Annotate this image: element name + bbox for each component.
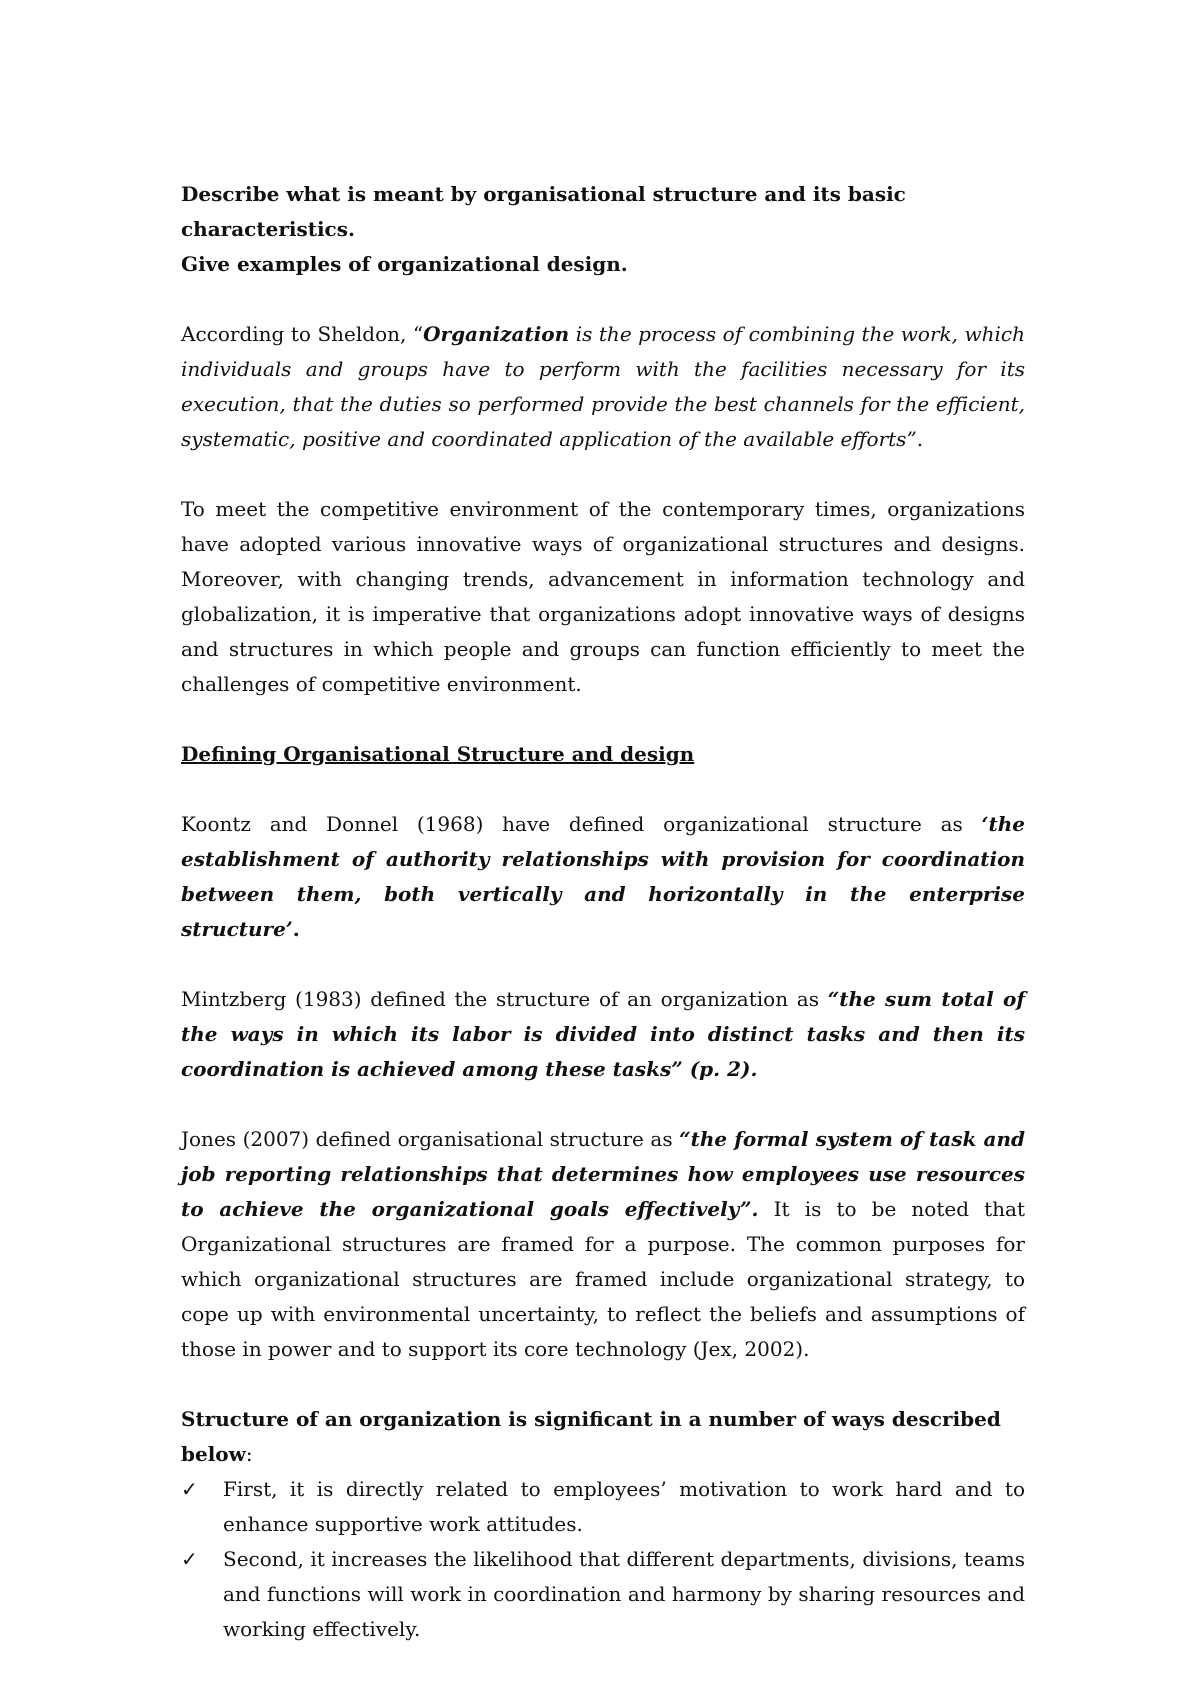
significance-heading-line xyxy=(181,1402,1025,1472)
sheldon-term: Organization xyxy=(423,322,570,346)
koontz-paragraph xyxy=(181,807,1025,947)
mintzberg-intro: Mintzberg (1983) defined the structure of an organization as xyxy=(181,987,828,1011)
list-item xyxy=(181,1472,1025,1542)
significance-heading: Structure of an organization is significant in a number of ways described below xyxy=(181,1407,1001,1466)
sheldon-intro: According to Sheldon, “ xyxy=(181,322,424,346)
checkmark-icon: ✓ xyxy=(181,1477,198,1501)
list-item-text: First, it is directly related to employees’ motivation to work hard and to enhance supportive work attitudes. xyxy=(223,1477,1025,1536)
competitive-paragraph: To meet the competitive environment of the contemporary times, organizations have adopted various innovative ways of organizational structures and designs. Moreover, with changing trends, advancement in information technology and globalization, it is imperative that organizations adopt innovative ways of designs and structures in which people and groups can function efficiently to meet the challenges of competitive environment. xyxy=(181,497,1025,696)
jones-intro: Jones (2007) defined organisational structure as xyxy=(181,1127,680,1151)
list-item xyxy=(181,1542,1025,1647)
koontz-end: . xyxy=(292,917,300,941)
sheldon-end: . xyxy=(916,427,924,451)
title-line-1: Describe what is meant by organisational structure and its basic characteristics. xyxy=(181,182,906,241)
list-item-text: Second, it increases the likelihood that different departments, divisions, teams and functions will work in coordination and harmony by sharing resources and working effectively. xyxy=(223,1547,1025,1641)
significance-list xyxy=(181,1472,1025,1647)
checkmark-icon: ✓ xyxy=(181,1547,198,1571)
title-line-2: Give examples of organizational design. xyxy=(181,252,628,276)
document-title xyxy=(181,177,1025,282)
jones-paragraph xyxy=(181,1122,1025,1367)
mintzberg-cite: (p. 2). xyxy=(682,1057,758,1081)
sheldon-definition: is the process of combining the work, which individuals and groups have to perform with the facilities necessary for its execution, that the duties so performed provide the best channels for the efficient, systematic, positive and coordinated application of the available efforts” xyxy=(181,322,1025,451)
significance-colon: : xyxy=(245,1442,253,1466)
mintzberg-paragraph xyxy=(181,982,1025,1087)
koontz-intro: Koontz and Donnel (1968) have defined organizational structure as xyxy=(181,812,982,836)
koontz-quote: ‘the establishment of authority relationships with provision for coordination between them, both vertically and horizontally in the enterprise structure’ xyxy=(181,812,1025,941)
section-heading-defining: Defining Organisational Structure and design xyxy=(181,742,695,766)
sheldon-paragraph xyxy=(181,317,1025,457)
jones-rest: It is to be noted that Organizational structures are framed for a purpose. The common purposes for which organizational structures are framed include organizational strategy, to cope up with environmental uncertainty, to reflect the beliefs and assumptions of those in power and to support its core technology (Jex, 2002). xyxy=(181,1197,1026,1361)
document-page xyxy=(181,177,1025,1647)
mintzberg-quote: “the sum total of the ways in which its labor is divided into distinct tasks and then its coordination is achieved among these tasks” xyxy=(181,987,1025,1081)
jones-quote: “the formal system of task and job reporting relationships that determines how employees use resources to achieve the organizational goals effectively”. xyxy=(181,1127,1025,1221)
